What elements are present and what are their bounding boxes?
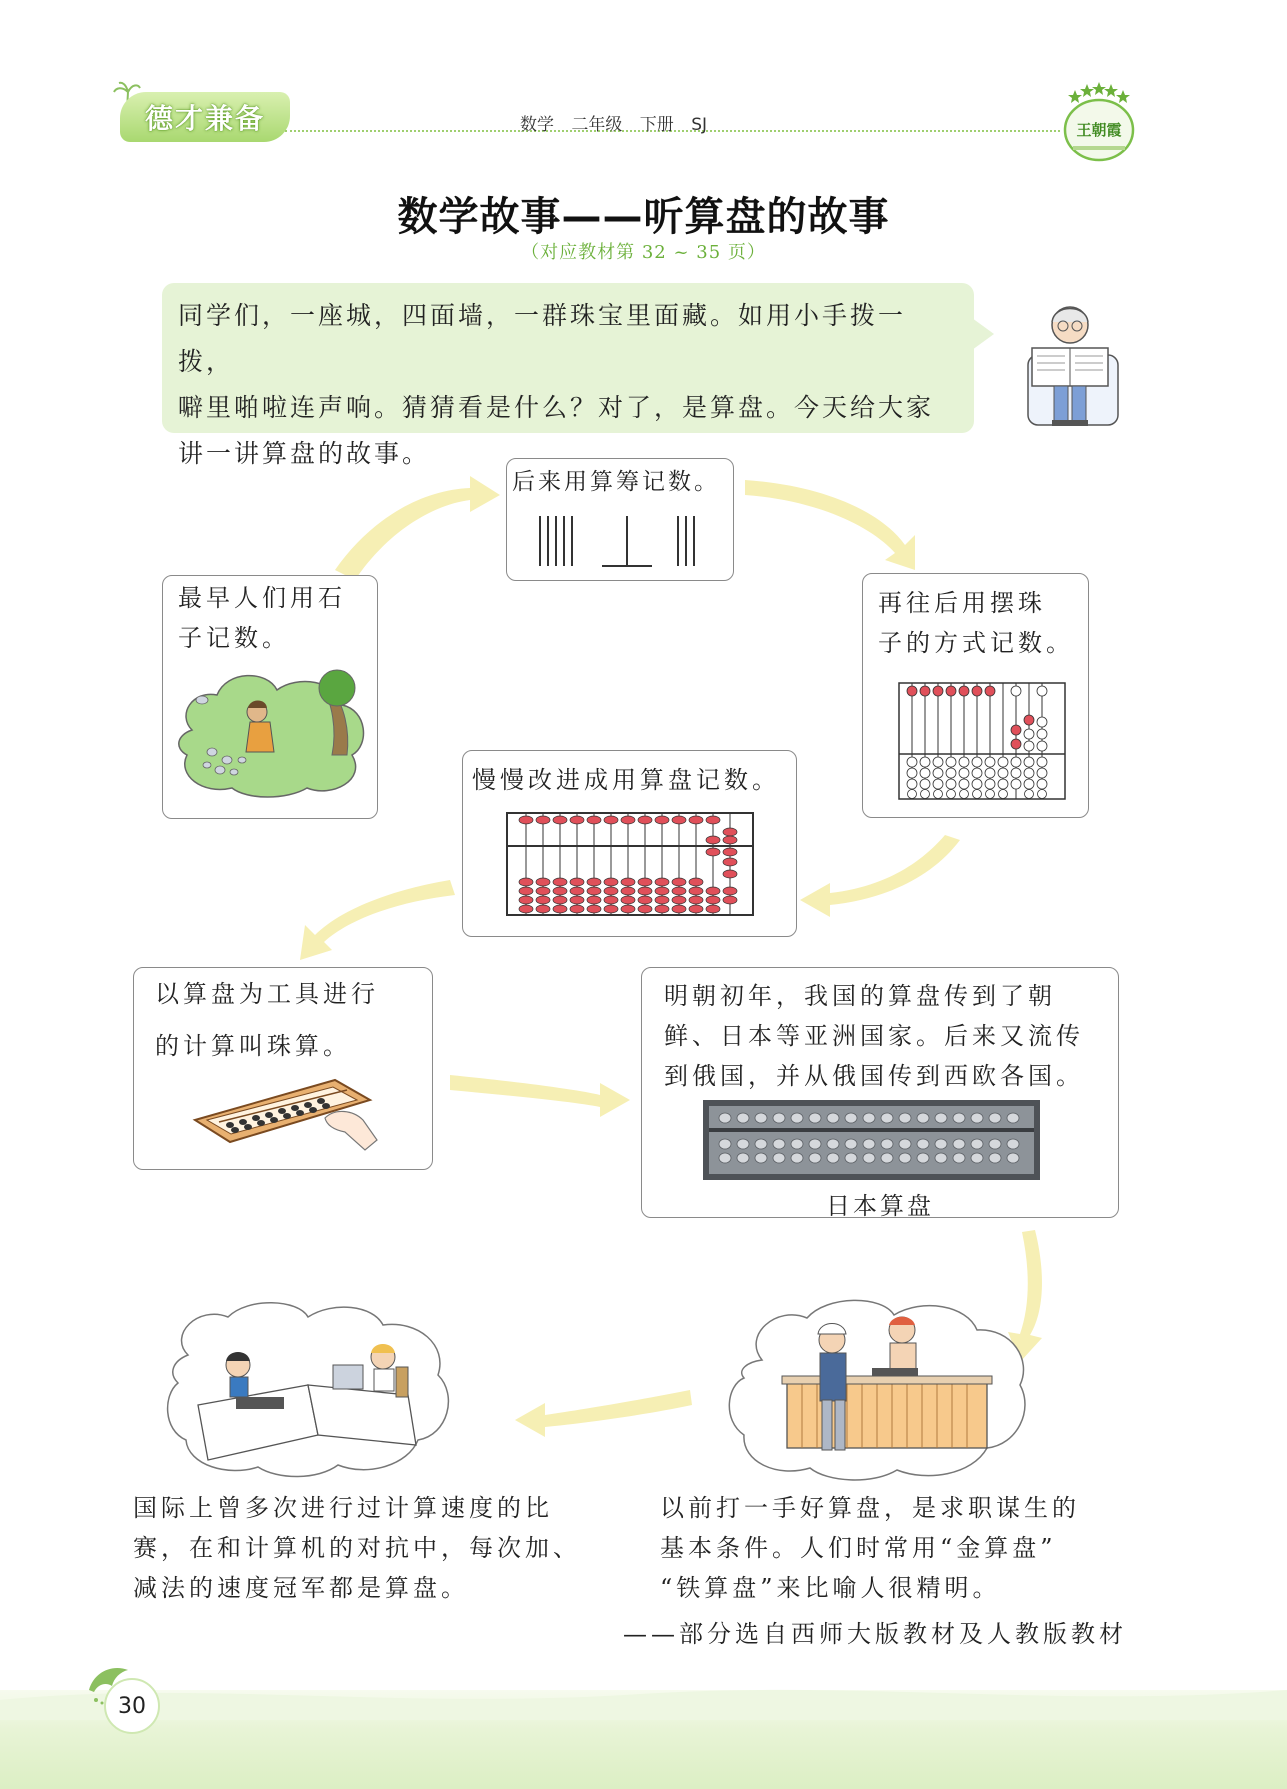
text-line: 慢慢改进成用算盘记数。 [472,766,780,794]
text-line: 赛，在和计算机的对抗中，每次加、 [133,1534,581,1562]
abacus-vs-computer-contest-illustration [158,1295,464,1480]
step-text-abacus [472,760,780,800]
arrow-zhusuan-to-spread [450,1075,630,1117]
hand-on-abacus-illustration [185,1070,380,1155]
text-line: 国际上曾多次进行过计算速度的比 [133,1494,553,1522]
text-line: 子的方式记数。 [878,629,1074,657]
text-line: 的计算叫珠算。 [155,1032,351,1060]
intro-line: 讲一讲算盘的故事。 [178,439,431,468]
step-text-zhusuan [155,968,379,1072]
step-text-stones [178,578,346,658]
bead-board-figure [898,682,1066,800]
text-line: 基本条件。人们时常用“金算盘” [660,1534,1057,1562]
arrow-stones-to-rods [335,476,500,580]
page-title: 数学故事——听算盘的故事 [397,194,890,240]
contest-caption [133,1488,581,1608]
arrow-counter-to-contest [515,1390,692,1437]
text-line: 鲜、日本等亚洲国家。后来又流传 [664,1022,1084,1050]
text-line: 以算盘为工具进行 [155,980,379,1008]
brand-logo-text: 德才兼备 [144,102,265,135]
step-text-counting-rods [512,462,720,502]
counting-rods-figure [530,512,710,570]
japanese-abacus-photo [703,1100,1040,1180]
header-book-info: 数学 二年级 下册 SJ [520,115,708,135]
text-line: 子记数。 [178,624,290,652]
arrow-rods-to-beads [745,480,915,570]
text-line: 最早人们用石 [178,584,346,612]
intro-line: 噼里啪啦连声响。猜猜看是什么？对了，是算盘。今天给大家 [178,393,935,422]
page-subtitle: （对应教材第 32 ~ 35 页） [521,242,766,263]
shop-counter-abacus-illustration [722,1290,1032,1485]
text-line: 再往后用摆珠 [878,589,1046,617]
text-line: 明朝初年，我国的算盘传到了朝 [664,982,1056,1010]
arrow-abacus-to-zhusuan [300,880,455,960]
abacus-figure [506,812,754,916]
caveman-counting-stones-illustration [172,660,372,800]
text-line: 减法的速度冠军都是算盘。 [133,1574,469,1602]
badge-name: 王朝霞 [1076,121,1122,139]
japanese-abacus-caption: 日本算盘 [826,1192,934,1220]
source-note: ——部分选自西师大版教材及人教版教材 [623,1620,1127,1648]
text-line: “铁算盘”来比喻人很精明。 [660,1574,1001,1602]
step-text-spread [664,976,1084,1096]
page-number: 30 [104,1678,160,1734]
intro-line: 同学们，一座城，四面墙，一群珠宝里面藏。如用小手拨一拨， [178,301,907,376]
step-text-bead-placement [878,583,1074,663]
text-line: 后来用算筹记数。 [512,469,720,495]
text-line: 到俄国，并从俄国传到西欧各国。 [664,1062,1084,1090]
text-line: 以前打一手好算盘，是求职谋生的 [660,1494,1080,1522]
footer-wave [0,1660,1287,1720]
arrow-beads-to-abacus [800,835,960,917]
career-caption [660,1488,1080,1608]
